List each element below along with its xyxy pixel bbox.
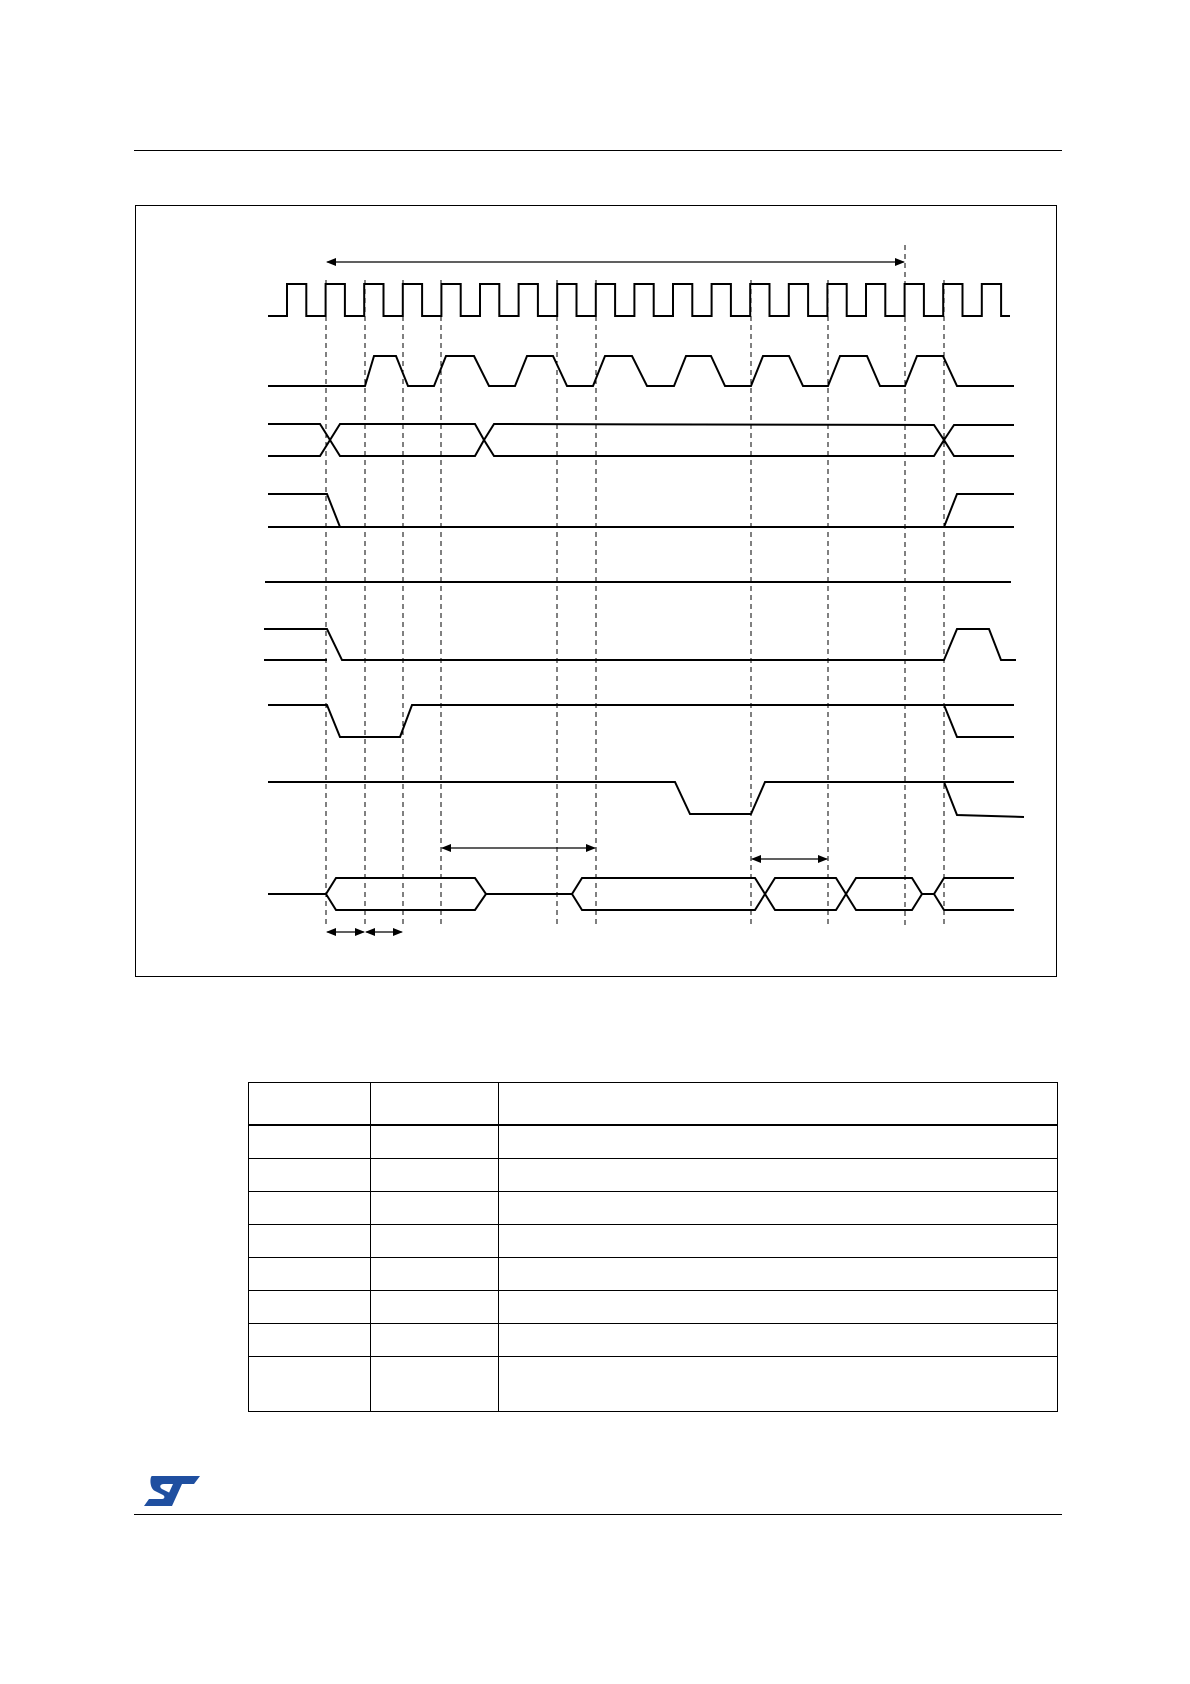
table-cell bbox=[371, 1357, 499, 1412]
table-row bbox=[249, 1324, 1058, 1357]
table-row bbox=[249, 1225, 1058, 1258]
level-signal-b bbox=[264, 629, 1016, 660]
level-signal-d bbox=[268, 782, 1014, 814]
table-row bbox=[249, 1125, 1058, 1159]
table-header-cell bbox=[249, 1083, 371, 1126]
table-row bbox=[249, 1192, 1058, 1225]
table-cell bbox=[249, 1324, 371, 1357]
table-cell bbox=[499, 1159, 1058, 1192]
level-signal-c bbox=[268, 705, 1014, 737]
level-signal-d-tail bbox=[944, 782, 1024, 817]
table-header-row bbox=[249, 1083, 1058, 1126]
pulse-signal bbox=[268, 356, 1014, 386]
table-cell bbox=[499, 1225, 1058, 1258]
reference-lines bbox=[326, 245, 944, 928]
table-row bbox=[249, 1291, 1058, 1324]
table-cell bbox=[371, 1192, 499, 1225]
table-header-cell bbox=[371, 1083, 499, 1126]
table-cell bbox=[249, 1125, 371, 1159]
table-header-cell bbox=[499, 1083, 1058, 1126]
table-cell bbox=[371, 1159, 499, 1192]
table-cell bbox=[249, 1258, 371, 1291]
level-signal-a bbox=[268, 494, 1014, 527]
table-cell bbox=[499, 1125, 1058, 1159]
level-signal-c-tail bbox=[944, 705, 1014, 737]
table-row bbox=[249, 1357, 1058, 1412]
table-cell bbox=[499, 1324, 1058, 1357]
table-cell bbox=[371, 1258, 499, 1291]
table-cell bbox=[371, 1225, 499, 1258]
table-cell bbox=[371, 1125, 499, 1159]
table-cell bbox=[249, 1357, 371, 1412]
table-cell bbox=[249, 1225, 371, 1258]
table-cell bbox=[249, 1291, 371, 1324]
table-cell bbox=[499, 1192, 1058, 1225]
bus-signal-b bbox=[268, 878, 1014, 910]
parameter-table bbox=[248, 1082, 1058, 1412]
bus-signal-a bbox=[268, 424, 1014, 456]
table-cell bbox=[499, 1357, 1058, 1412]
span-arrows bbox=[327, 848, 827, 932]
table-cell bbox=[499, 1291, 1058, 1324]
table-cell bbox=[249, 1192, 371, 1225]
table-cell bbox=[371, 1291, 499, 1324]
clock-signal bbox=[268, 284, 1010, 316]
table-row bbox=[249, 1258, 1058, 1291]
st-logo bbox=[142, 1474, 202, 1508]
footer-rule bbox=[134, 1514, 1062, 1515]
table-cell bbox=[499, 1258, 1058, 1291]
table-row bbox=[249, 1159, 1058, 1192]
table-cell bbox=[371, 1324, 499, 1357]
table-cell bbox=[249, 1159, 371, 1192]
